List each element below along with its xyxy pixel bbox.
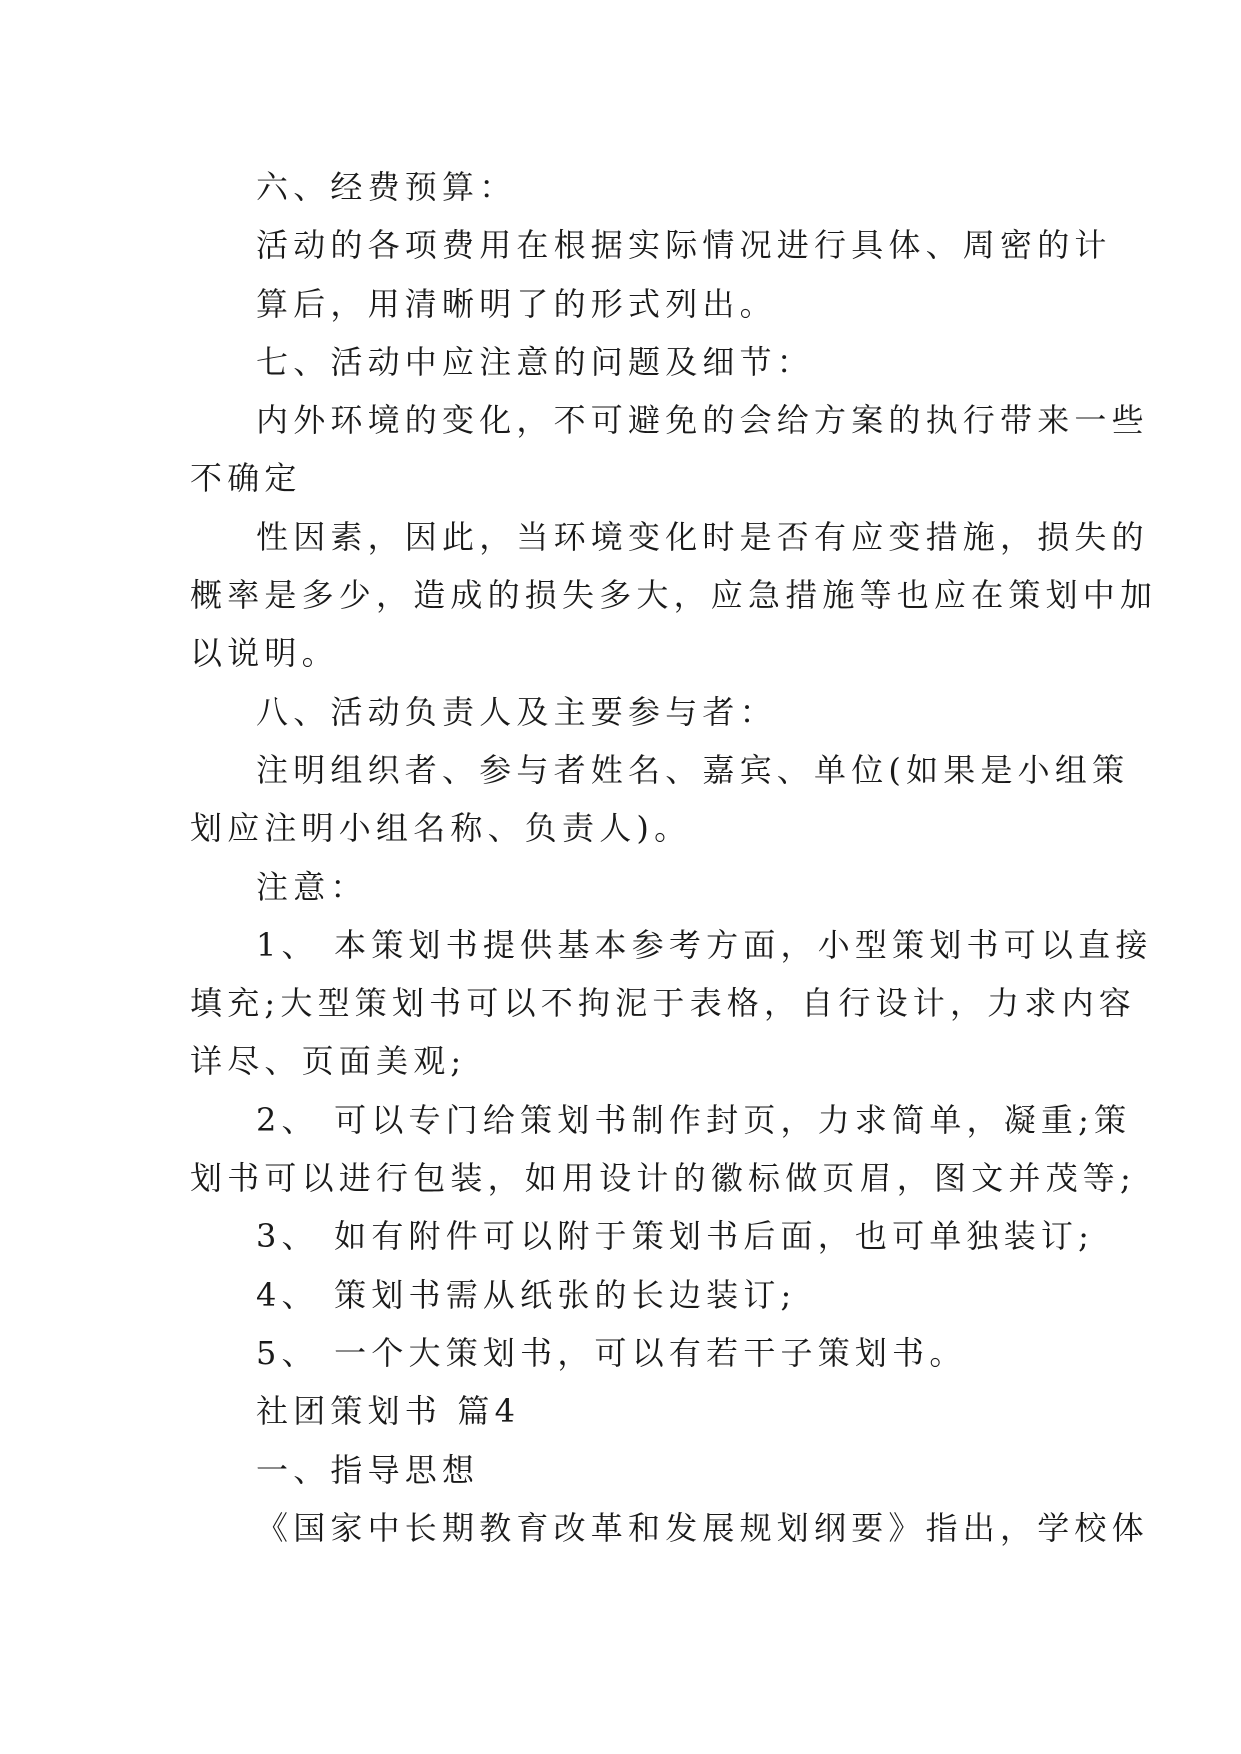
note-item-3: 3、 如有附件可以附于策划书后面，也可单独装订; [256, 1217, 1095, 1256]
paragraph-line: 以说明。 [190, 634, 339, 673]
section-heading-budget: 六、经费预算： [256, 168, 517, 206]
note-item-4: 4、 策划书需从纸张的长边装订; [256, 1275, 797, 1314]
document-body [190, 158, 1158, 1557]
paragraph-line: 概率是多少，造成的损失多大，应急措施等也应在策划中加 [190, 576, 1158, 615]
note-heading: 注意： [256, 867, 368, 906]
section-heading-issues: 七、活动中应注意的问题及细节： [256, 342, 815, 381]
paragraph-line: 活动的各项费用在根据实际情况进行具体、周密的计 [256, 226, 1112, 265]
paragraph-line: 划应注明小组名称、负责人)。 [190, 809, 692, 848]
paragraph-line: 不确定 [190, 459, 302, 498]
paragraph-line: 性因素，因此，当环境变化时是否有应变措施，损失的 [256, 517, 1149, 556]
paragraph-line: 填充;大型策划书可以不拘泥于表格，自行设计，力求内容 [190, 984, 1136, 1023]
paragraph-line: 详尽、页面美观; [190, 1042, 467, 1081]
section-heading-guidance: 一、指导思想 [256, 1450, 480, 1489]
paragraph-line: 内外环境的变化，不可避免的会给方案的执行带来一些 [256, 401, 1149, 440]
note-item-2: 2、 可以专门给策划书制作封页，力求简单，凝重;策 [256, 1100, 1132, 1139]
paragraph-line: 划书可以进行包装，如用设计的徽标做页眉，图文并茂等; [190, 1159, 1136, 1198]
paragraph-line: 《国家中长期教育改革和发展规划纲要》指出，学校体 [256, 1508, 1149, 1547]
note-item-5: 5、 一个大策划书，可以有若干子策划书。 [256, 1333, 967, 1372]
paragraph-line: 注明组织者、参与者姓名、嘉宾、单位(如果是小组策 [256, 750, 1130, 789]
paragraph-line: 算后，用清晰明了的形式列出。 [256, 284, 777, 323]
note-item-1: 1、 本策划书提供基本参考方面，小型策划书可以直接 [256, 925, 1153, 964]
article-title: 社团策划书 篇4 [256, 1392, 521, 1431]
section-heading-people: 八、活动负责人及主要参与者： [256, 692, 777, 731]
